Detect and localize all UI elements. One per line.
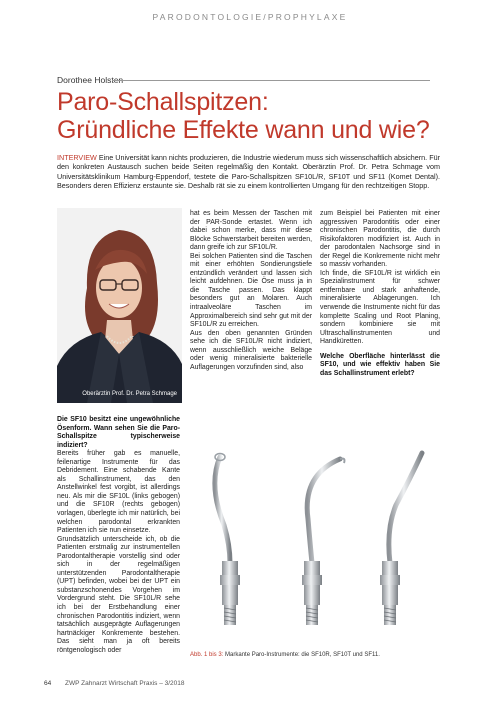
column-2 — [190, 210, 312, 372]
author-name: Dorothee Holsten — [57, 75, 124, 85]
publication-name: ZWP Zahnarzt Wirtschaft Praxis – 3/2018 — [65, 680, 185, 687]
figure-caption — [190, 652, 440, 658]
portrait-photo — [57, 208, 182, 403]
paragraph: hat es beim Messen der Taschen mit der PAR-Sonde ertastet. Wenn ich dabei schon merke, dass mir diese Blöcke Schwerstarbeit bereiten werden, dann greife ich zur SF10L/R. — [190, 210, 312, 252]
portrait-image — [57, 208, 182, 403]
interview-question: Die SF10 besitzt eine ungewöhnliche Ösenform. Wann sehen Sie die Paro-Schallspitze typischerweise indiziert? — [57, 416, 180, 449]
photo-caption: Oberärztin Prof. Dr. Petra Schmage — [82, 391, 177, 397]
column-3 — [320, 210, 440, 378]
section-header: PARODONTOLOGIE/PROPHYLAXE — [152, 12, 348, 22]
figure-text: Markante Paro-Instrumente: die SF10R, SF10T und SF11. — [223, 652, 380, 658]
article-intro — [57, 153, 440, 191]
paragraph: Aus den oben genannten Gründen sehe ich die SF10L/R nicht indiziert, wenn ausschließlich weiche Beläge oder wenig mineralisierte bakterielle Auflagerungen vorzufinden sind, also — [190, 329, 312, 371]
column-1 — [57, 416, 180, 655]
article-title — [57, 88, 437, 144]
instruments-figure — [190, 445, 440, 645]
author-divider — [112, 80, 430, 81]
paragraph: Bei solchen Patienten sind die Taschen mit einer erhöhten Sondierungstiefe entzündlich verändert und lassen sich leicht aufdehnen. Die Öse muss ja in die Tasche passen. Das klappt besonders gut an Molaren. Auch intraalveoläre Taschen im Approximalbereich sind sehr gut mit der SF10L/R zu erreichen. — [190, 252, 312, 329]
intro-text: Eine Universität kann nichts produzieren, die Industrie wiederum muss sich wissenschaftlich absichern. Für den konkreten Austausch suchen beide Seiten regelmäßig den Kontakt. Oberärztin Prof. Dr. Petra Schmage vom Universitätsklinikum Hamburg-Eppendorf, testete die Paro-Schallspitzen SF10L/R, SF10T und SF11 (Komet Dental). Besonders deren Effizienz erstaunte sie. Deshalb rät sie zu einem kontrollierten Umgang für den rechtzeitigen Stopp. — [57, 153, 440, 191]
title-line-1: Paro-Schallspitzen: — [57, 88, 269, 116]
instrument-sf11 — [380, 453, 422, 625]
title-line-2: Gründliche Effekte wann und wie? — [57, 116, 430, 144]
interview-question: Welche Oberfläche hinterlässt die SF10, und wie effektiv haben Sie das Schallinstrument erlebt? — [320, 352, 440, 377]
paragraph: Bereits früher gab es manuelle, feilenartige Instrumente für das Debridement. Eine schabende Kante als Schallinstrument, das den Anstellwinkel fest vorgibt, ist allerdings neu. Als mir die SF10L (links gebogen) und die SF10R (rechts gebogen) vorlagen, überlegte ich mir natürlich, bei welchen parodontal erkrankten Patienten ich sie nun einsetze. — [57, 450, 180, 535]
page-footer — [44, 680, 185, 687]
figure-label: Abb. 1 bis 3: — [190, 652, 224, 658]
paragraph: Grundsätzlich unterscheide ich, ob die Patienten erstmalig zur instrumentellen Parodontaltherapie vorstellig sind oder sich in der regelmäßigen unterstützenden Parodontaltherapie (UPT) befinden, wobei bei der UPT ein substanzschonendes Vorgehen im Vordergrund steht. Die SF10L/R sehe ich bei der Erstbehandlung einer chronischen Parodontitis indiziert, wenn tatsächlich ausgeprägte Auflagerungen hartnäckiger Konkremente bestehen. Das sieht man ja oft bereits röntgenologisch oder — [57, 535, 180, 654]
page-number: 64 — [44, 680, 52, 687]
instrument-sf10r — [215, 454, 240, 626]
intro-label: INTERVIEW — [57, 153, 97, 162]
instrument-sf10t — [302, 459, 345, 626]
paragraph: zum Beispiel bei Patienten mit einer aggressiven Parodontitis oder einer chronischen Parodontitis, die durch Risikofaktoren modifiziert ist. Auch in der parodontalen Nachsorge sind in der Regel die Konkremente nicht mehr so massiv vorhanden. — [320, 210, 440, 269]
paragraph: Ich finde, die SF10L/R ist wirklich ein Spezialinstrument für schwer entfernbare und stark anhaftende, mineralisierte Ablagerungen. Ich verwende die Instrumente nicht für das komplette Scaling und Root Planing, sondern kombiniere sie mit Ultraschallinstrumenten und Handküretten. — [320, 269, 440, 346]
